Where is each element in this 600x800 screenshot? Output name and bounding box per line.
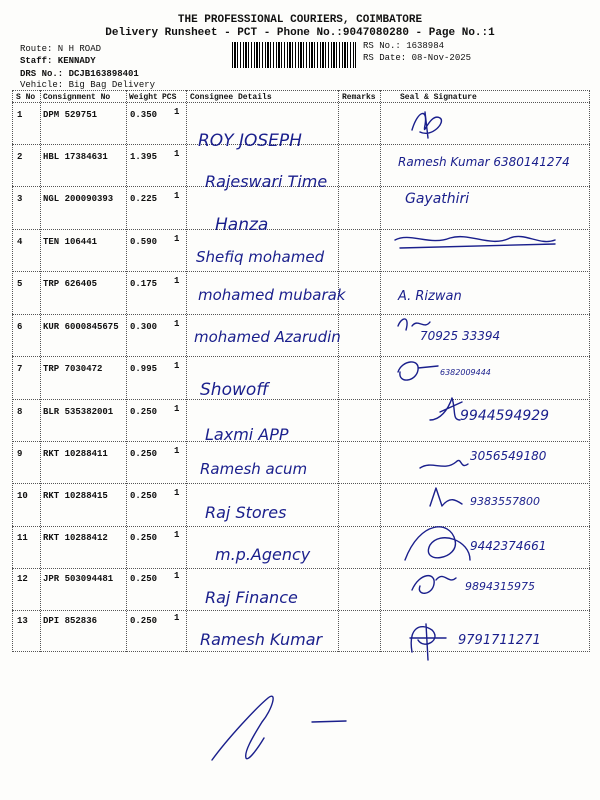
row-sno: 2 xyxy=(17,152,23,162)
row-consignment: HBL 17384631 xyxy=(43,152,108,162)
consignee-handwriting: Laxmi APP xyxy=(205,425,289,444)
row-weight: 0.250 xyxy=(130,449,158,459)
consignee-handwriting: Ramesh acum xyxy=(200,460,308,478)
row-weight: 0.250 xyxy=(130,533,158,543)
signature-text: 9442374661 xyxy=(470,539,547,553)
row-consignment: NGL 200090393 xyxy=(43,194,114,204)
consignee-handwriting: Shefiq mohamed xyxy=(196,248,325,266)
header-weight: Weight xyxy=(129,93,158,102)
header-consignee: Consignee Details xyxy=(190,93,272,102)
row-consignment: TEN 106441 xyxy=(43,237,98,247)
row-consignment: RKT 10288412 xyxy=(43,533,108,543)
row-consignment: DPM 529751 xyxy=(43,110,98,120)
consignee-handwriting: ROY JOSEPH xyxy=(198,131,302,151)
header-seal: Seal & Signature xyxy=(400,93,477,102)
row-consignment: BLR 535382001 xyxy=(43,407,114,417)
signature-text: 9791711271 xyxy=(458,633,541,648)
row-pcs: 1 xyxy=(174,234,180,244)
signature-text: 9894315975 xyxy=(465,580,535,593)
signature-scribble xyxy=(312,721,346,722)
signature-scribble xyxy=(412,112,441,138)
signature-scribble xyxy=(398,362,438,380)
signature-scribble xyxy=(430,398,462,420)
company-title: THE PROFESSIONAL COURIERS, COIMBATORE xyxy=(177,14,423,26)
row-sno: 5 xyxy=(17,279,23,289)
row-sno: 8 xyxy=(17,407,23,417)
row-weight: 0.590 xyxy=(130,237,158,247)
row-pcs: 1 xyxy=(174,191,180,201)
signature-scribble xyxy=(212,696,273,760)
consignee-handwriting: Showoff xyxy=(200,380,269,400)
row-weight: 0.250 xyxy=(130,574,158,584)
row-consignment: DPI 852836 xyxy=(43,616,98,626)
row-weight: 1.395 xyxy=(130,152,158,162)
row-weight: 0.250 xyxy=(130,407,158,417)
signature-text: 3056549180 xyxy=(470,449,547,463)
signature-scribble xyxy=(420,460,468,468)
runsheet-subtitle: Delivery Runsheet - PCT - Phone No.:9047080280 - Page No.:1 xyxy=(105,27,495,39)
signature-text: Gayathiri xyxy=(405,191,470,207)
row-sno: 7 xyxy=(17,364,23,374)
signature-text: 9383557800 xyxy=(470,495,540,508)
header-sno: S No xyxy=(16,93,36,102)
row-pcs: 1 xyxy=(174,361,180,371)
row-consignment: RKT 10288415 xyxy=(43,491,108,501)
row-pcs: 1 xyxy=(174,149,180,159)
header-consignment: Consignment No xyxy=(43,93,111,102)
row-sno: 1 xyxy=(17,110,23,120)
row-consignment: JPR 503094481 xyxy=(43,574,114,584)
row-pcs: 1 xyxy=(174,107,180,117)
vehicle-label: Vehicle: Big Bag Delivery xyxy=(20,80,156,90)
row-pcs: 1 xyxy=(174,446,180,456)
consignee-handwriting: mohamed mubarak xyxy=(198,286,346,304)
signature-scribble xyxy=(395,236,555,248)
row-sno: 12 xyxy=(17,574,28,584)
signature-scribble xyxy=(405,527,470,560)
rs-number: RS No.: 1638984 xyxy=(363,41,445,51)
row-weight: 0.300 xyxy=(130,322,158,332)
header-remarks: Remarks xyxy=(342,93,376,102)
row-sno: 3 xyxy=(17,194,23,204)
route-label: Route: N H ROAD xyxy=(20,44,102,54)
row-pcs: 1 xyxy=(174,319,180,329)
signature-text: 9944594929 xyxy=(460,408,550,424)
row-pcs: 1 xyxy=(174,530,180,540)
row-sno: 6 xyxy=(17,322,23,332)
rs-date: RS Date: 08-Nov-2025 xyxy=(363,53,472,63)
row-sno: 13 xyxy=(17,616,28,626)
staff-label: Staff: KENNADY xyxy=(20,56,96,66)
row-consignment: TRP 7030472 xyxy=(43,364,103,374)
consignee-handwriting: Raj Finance xyxy=(205,588,298,607)
consignee-handwriting: Hanza xyxy=(215,215,269,235)
row-weight: 0.225 xyxy=(130,194,158,204)
consignee-handwriting: Ramesh Kumar xyxy=(200,630,323,649)
signature-text: 6382009444 xyxy=(440,368,491,377)
consignee-handwriting: mohamed Azarudin xyxy=(194,328,341,346)
signature-text: A. Rizwan xyxy=(398,289,462,304)
row-sno: 9 xyxy=(17,449,23,459)
row-weight: 0.995 xyxy=(130,364,158,374)
row-consignment: KUR 6000845675 xyxy=(43,322,119,332)
row-consignment: TRP 626405 xyxy=(43,279,98,289)
row-sno: 11 xyxy=(17,533,28,543)
row-pcs: 1 xyxy=(174,276,180,286)
row-pcs: 1 xyxy=(174,571,180,581)
row-weight: 0.175 xyxy=(130,279,158,289)
signature-text: Ramesh Kumar 6380141274 xyxy=(398,155,570,169)
row-sno: 4 xyxy=(17,237,23,247)
consignee-handwriting: m.p.Agency xyxy=(215,545,311,564)
signature-scribble xyxy=(410,624,446,660)
row-consignment: RKT 10288411 xyxy=(43,449,108,459)
consignee-handwriting: Raj Stores xyxy=(205,503,287,522)
consignee-handwriting: Rajeswari Time xyxy=(205,172,328,191)
row-pcs: 1 xyxy=(174,404,180,414)
signature-scribble xyxy=(412,576,456,594)
header-pcs: PCS xyxy=(162,93,177,102)
drs-label: DRS No.: DCJB163898401 xyxy=(20,69,139,79)
row-pcs: 1 xyxy=(174,488,180,498)
row-weight: 0.250 xyxy=(130,616,158,626)
signature-scribble xyxy=(430,488,462,506)
signature-text: 70925 33394 xyxy=(420,329,501,343)
row-sno: 10 xyxy=(17,491,28,501)
row-weight: 0.350 xyxy=(130,110,158,120)
row-pcs: 1 xyxy=(174,613,180,623)
row-weight: 0.250 xyxy=(130,491,158,501)
